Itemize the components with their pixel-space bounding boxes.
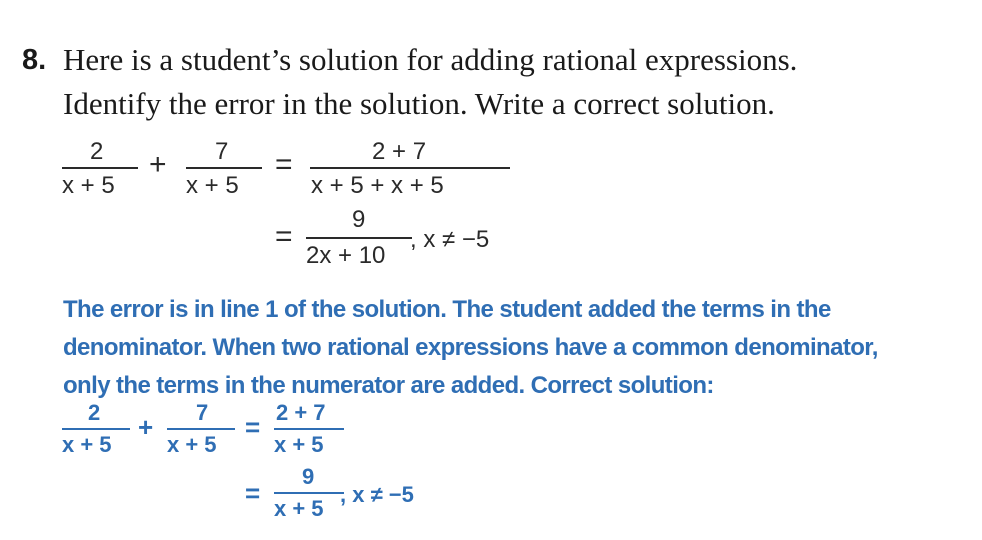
correct-result2-numerator: 9 xyxy=(302,464,315,489)
student-result1-bar xyxy=(310,167,510,169)
correct-result1-denominator: x + 5 xyxy=(274,432,324,457)
student-result2-bar xyxy=(306,237,412,239)
correct-equals-sign-1: = xyxy=(245,412,261,442)
question-text-line-2: Identify the error in the solution. Write a correct solution. xyxy=(63,86,775,121)
answer-text-line-1: The error is in line 1 of the solution. The student added the terms in the xyxy=(63,296,831,323)
student-result1-numerator: 2 + 7 xyxy=(372,138,427,165)
correct-frac1-bar xyxy=(62,428,130,430)
student-frac2-bar xyxy=(186,167,262,169)
student-equals-sign-2: = xyxy=(275,220,293,253)
correct-result2-denominator: x + 5 xyxy=(274,496,324,521)
correct-equals-sign-2: = xyxy=(245,478,261,508)
student-frac2-numerator: 7 xyxy=(215,138,229,165)
student-result1-denominator: x + 5 + x + 5 xyxy=(311,172,444,199)
answer-text-line-3: only the terms in the numerator are added. Correct solution: xyxy=(63,372,714,399)
student-result2-denominator: 2x + 10 xyxy=(306,242,386,269)
correct-result1-numerator: 2 + 7 xyxy=(276,400,326,425)
student-plus-sign: + xyxy=(149,148,167,181)
correct-frac2-denominator: x + 5 xyxy=(167,432,217,457)
student-equals-sign-1: = xyxy=(275,148,293,181)
correct-frac1-denominator: x + 5 xyxy=(62,432,112,457)
correct-frac2-numerator: 7 xyxy=(196,400,209,425)
student-restriction: , x ≠ −5 xyxy=(410,226,490,253)
student-frac1-numerator: 2 xyxy=(90,138,104,165)
correct-restriction: , x ≠ −5 xyxy=(340,482,414,507)
correct-plus-sign: + xyxy=(138,412,154,442)
student-frac2-denominator: x + 5 xyxy=(186,172,239,199)
answer-text-line-2: denominator. When two rational expressions have a common denominator, xyxy=(63,334,878,361)
question-text-line-1: Here is a student’s solution for adding rational expressions. xyxy=(63,42,798,77)
correct-frac1-numerator: 2 xyxy=(88,400,101,425)
student-frac1-denominator: x + 5 xyxy=(62,172,115,199)
student-frac1-bar xyxy=(62,167,138,169)
correct-result2-bar xyxy=(274,492,344,494)
correct-result1-bar xyxy=(274,428,344,430)
question-number: 8. xyxy=(22,44,47,76)
student-result2-numerator: 9 xyxy=(352,206,366,233)
correct-frac2-bar xyxy=(167,428,235,430)
